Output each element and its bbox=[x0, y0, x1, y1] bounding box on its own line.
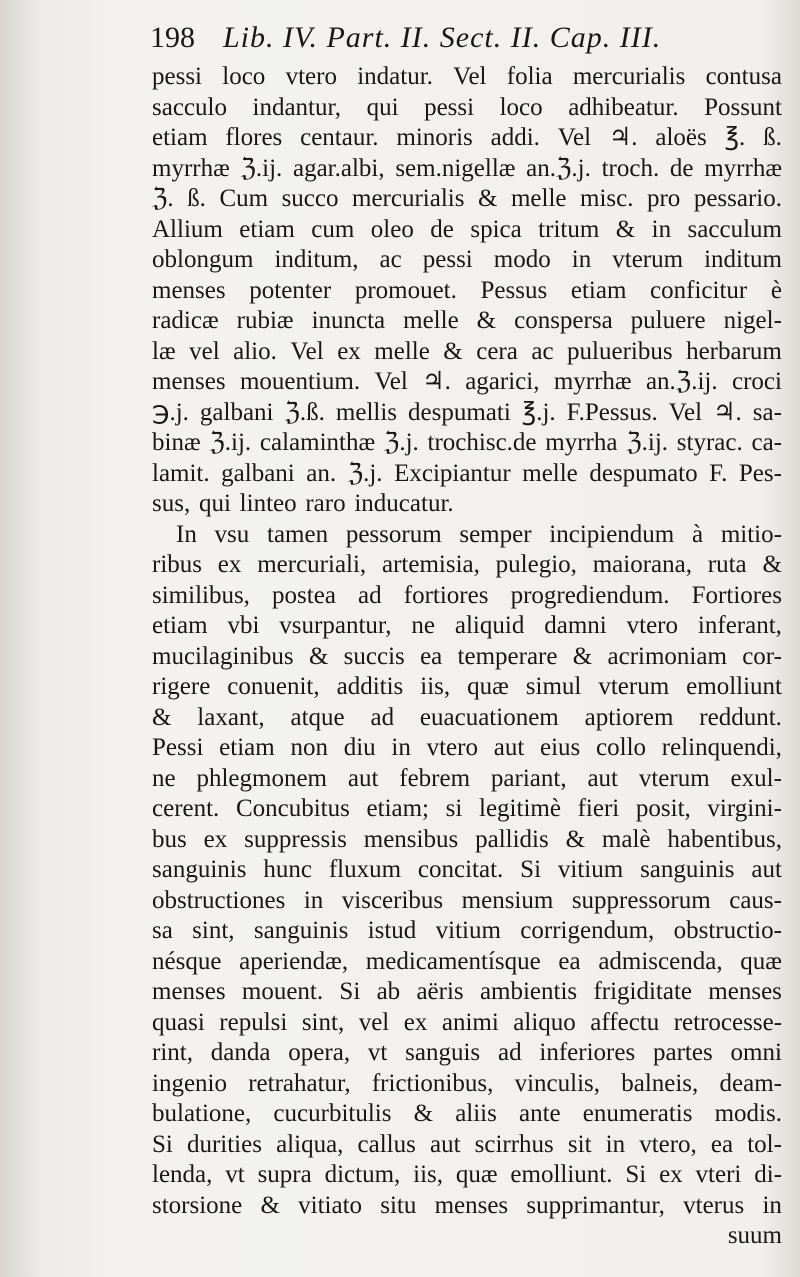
text-line: myrrhæ ℨ.ij. agar.albi, sem.nigellæ an.ℨ.j. troch. de myrrhæ bbox=[152, 154, 782, 182]
text-line: In vsu tamen pessorum semper incipiendum à mitio- bbox=[176, 520, 782, 548]
text-line: menses potenter promouet. Pessus etiam conficitur è bbox=[152, 276, 782, 304]
text-line: ℈.j. galbani ℨ.ß. mellis despumati ℥.j. F.Pessus. Vel ♃. sa- bbox=[152, 398, 782, 426]
text-line: storsione & vitiato situ menses supprimantur, vterus in bbox=[152, 1191, 782, 1219]
text-line: Pessi etiam non diu in vtero aut eius collo relinquendi, bbox=[152, 734, 782, 761]
text-line: ingenio retrahatur, frictionibus, vinculis, balneis, deam- bbox=[152, 1069, 782, 1097]
text-line: bus ex suppressis mensibus pallidis & malè habentibus, bbox=[152, 825, 782, 853]
text-line: sanguinis hunc fluxum concitat. Si vitium sanguinis aut bbox=[152, 856, 782, 883]
text-line: nésque aperiendæ, medicamentísque ea admiscenda, quæ bbox=[152, 947, 782, 975]
text-line: sacculo indantur, qui pessi loco adhibeatur. Possunt bbox=[152, 93, 782, 121]
text-line: mucilaginibus & succis ea temperare & acrimoniam cor- bbox=[152, 642, 782, 670]
text-line: radicæ rubiæ inuncta melle & conspersa puluere nigel- bbox=[152, 307, 782, 334]
text-line: menses mouentium. Vel ♃. agarici, myrrhæ an.ℨ.ij. croci bbox=[152, 368, 782, 395]
text-line: similibus, postea ad fortiores progrediendum. Fortiores bbox=[152, 581, 782, 609]
text-line: ne phlegmonem aut febrem pariant, aut vterum exul- bbox=[152, 764, 782, 792]
text-line: binæ ℨ.ij. calaminthæ ℨ.j. trochisc.de myrrha ℨ.ij. styrac. ca- bbox=[152, 429, 782, 456]
text-line: Si durities aliqua, callus aut scirrhus sit in vtero, ea tol- bbox=[152, 1130, 782, 1158]
text-line: lenda, vt supra dictum, iis, quæ emolliunt. Si ex vteri di- bbox=[152, 1161, 782, 1188]
text-line: menses mouent. Si ab aëris ambientis frigiditate menses bbox=[152, 978, 782, 1005]
running-title: Lib. IV. Part. II. Sect. II. Cap. III. bbox=[223, 21, 662, 54]
text-line: oblongum inditum, ac pessi modo in vterum inditum bbox=[152, 246, 782, 273]
text-line: ℨ. ß. Cum succo mercurialis & melle misc. pro pessario. bbox=[152, 185, 782, 212]
text-line: rint, danda opera, vt sanguis ad inferiores partes omni bbox=[152, 1039, 782, 1066]
text-line: Allium etiam cum oleo de spica tritum & in sacculum bbox=[152, 215, 782, 243]
body-text bbox=[152, 62, 782, 1252]
catchword: suum bbox=[727, 1222, 782, 1249]
text-line: pessi loco vtero indatur. Vel folia mercurialis contusa bbox=[152, 63, 782, 90]
text-line: etiam vbi vsurpantur, ne aliquid damni vtero inferant, bbox=[152, 612, 782, 639]
text-line: ribus ex mercuriali, artemisia, pulegio, maiorana, ruta & bbox=[152, 551, 782, 578]
text-line: obstructiones in visceribus mensium suppressorum caus- bbox=[152, 886, 782, 914]
text-line: rigere conuenit, additis iis, quæ simul vterum emolliunt bbox=[152, 673, 782, 700]
text-line: cerent. Concubitus etiam; si legitimè fieri posit, virgini- bbox=[152, 795, 782, 822]
text-line: sus, qui linteo raro inducatur. bbox=[152, 490, 454, 517]
text-line: bulatione, cucurbitulis & aliis ante enumeratis modis. bbox=[152, 1100, 782, 1127]
page-number: 198 bbox=[150, 21, 195, 54]
text-line: etiam flores centaur. minoris addi. Vel ♃. aloës ℥. ß. bbox=[152, 124, 782, 151]
page-header bbox=[150, 18, 770, 58]
text-line: læ vel alio. Vel ex melle & cera ac pulueribus herbarum bbox=[152, 337, 782, 365]
text-line: quasi repulsi sint, vel ex animi aliquo affectu retrocesse- bbox=[152, 1008, 782, 1036]
text-line: lamit. galbani an. ℨ.j. Excipiantur melle despumato F. Pes- bbox=[152, 459, 782, 487]
text-line: & laxant, atque ad euacuationem aptiorem reddunt. bbox=[152, 703, 782, 731]
text-line: sa sint, sanguinis istud vitium corrigendum, obstructio- bbox=[152, 917, 782, 944]
